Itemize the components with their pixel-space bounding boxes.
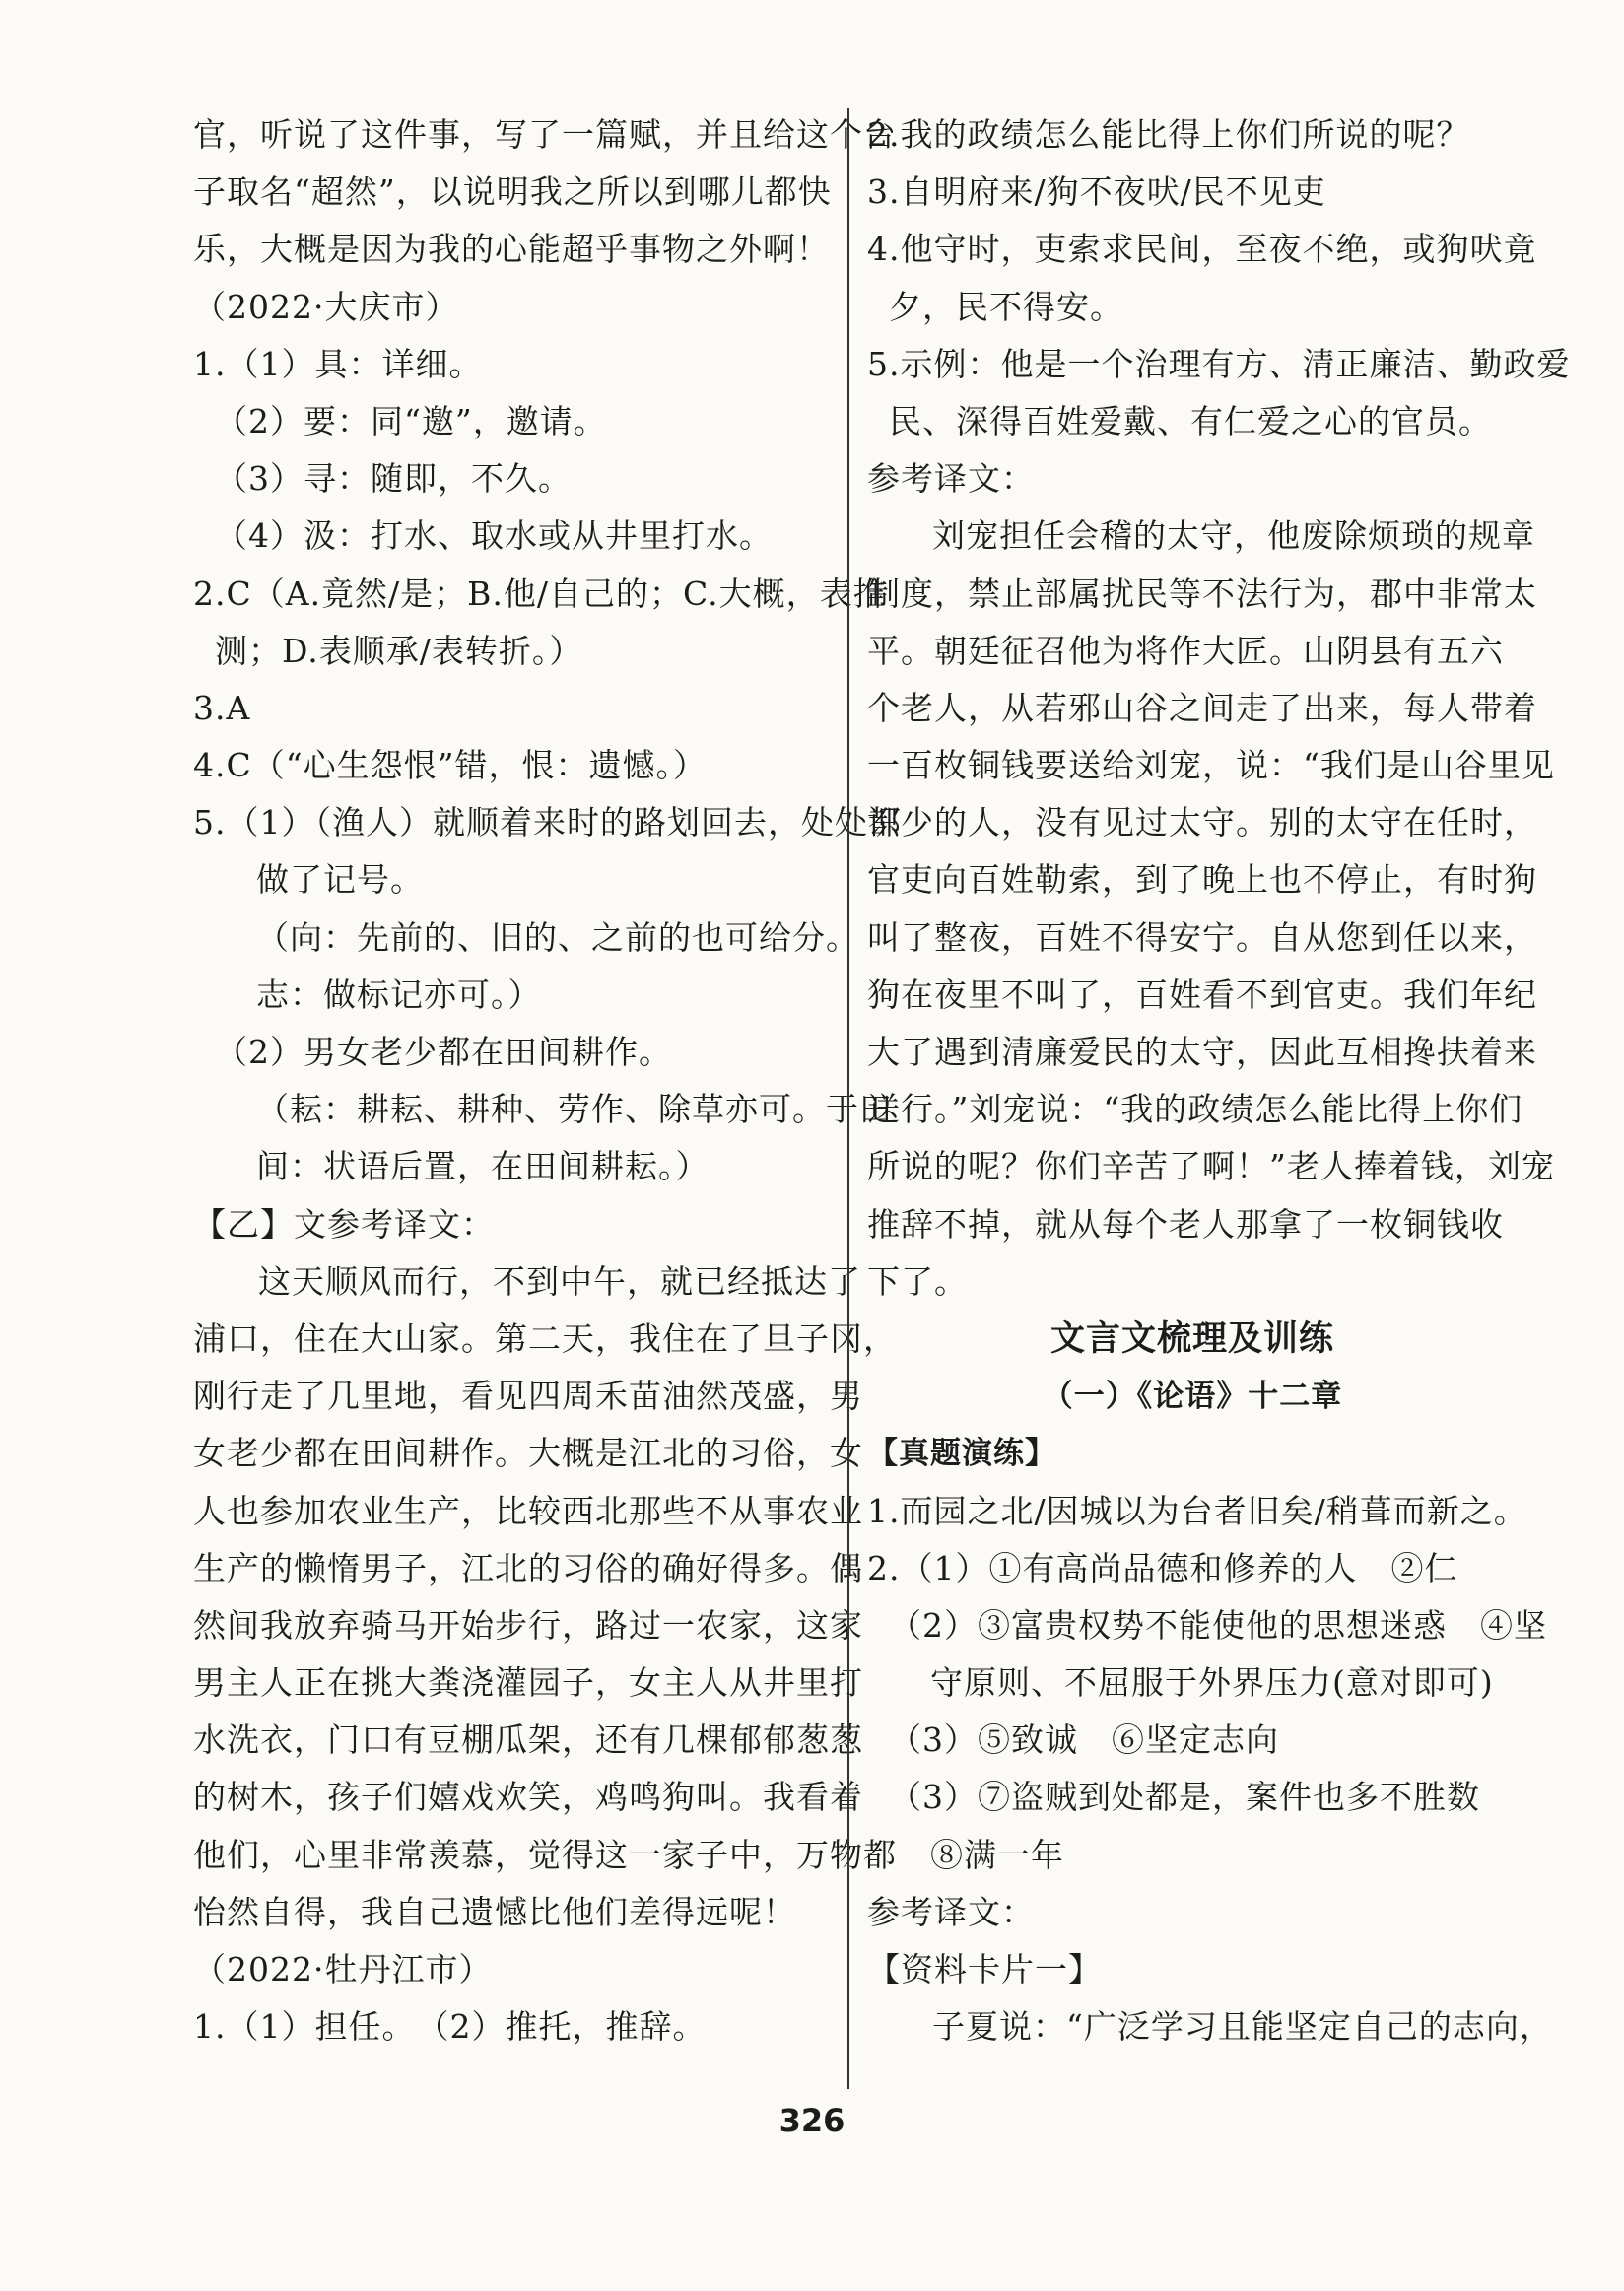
paragraph-line: 送行。”刘宠说：“我的政绩怎么能比得上你们 (867, 1090, 1523, 1129)
answer-line: 3.A (193, 688, 251, 727)
answer-line: （2）③富贵权势不能使他的思想迷惑 ④坚 (889, 1605, 1547, 1645)
paragraph-line: 狗在夜里不叫了，百姓看不到官吏。我们年纪 (867, 975, 1537, 1014)
paragraph-line: 这天顺风而行，不到中午，就已经抵达了 (258, 1261, 861, 1301)
answer-line: 做了记号。 (256, 860, 424, 900)
paragraph-line: 他们，心里非常羡慕，觉得这一家子中，万物都 (193, 1835, 897, 1874)
paragraph-line: 的树木，孩子们嬉戏欢笑，鸡鸣狗叫。我看着 (193, 1778, 863, 1817)
answer-line: 5.（1）（渔人）就顺着来时的路划回去，处处都 (193, 803, 902, 842)
translation-heading: 参考译文： (867, 1892, 1035, 1931)
paragraph-line: 刚行走了几里地，看见四周禾苗油然茂盛，男 (193, 1377, 863, 1416)
paragraph-line: 下了。 (867, 1261, 968, 1301)
column-divider (847, 108, 849, 2089)
paragraph-line: 人也参加农业生产，比较西北那些不从事农业 (193, 1491, 863, 1530)
paragraph-line: 所说的呢？你们辛苦了啊！”老人捧着钱，刘宠 (867, 1147, 1555, 1186)
answer-line: 4.C（“心生怨恨”错，恨：遗憾。） (193, 746, 707, 785)
subsection-heading: （一）《论语》十二章 (1042, 1379, 1343, 1415)
answer-note: （向：先前的、旧的、之前的也可给分。 (256, 917, 859, 957)
answer-line: （3）⑦盗贼到处都是，案件也多不胜数 (889, 1778, 1480, 1817)
answer-line: 守原则、不屈服于外界压力(意对即可) (930, 1663, 1494, 1703)
answer-line: 2.（1）①有高尚品德和修养的人 ②仁 (867, 1548, 1458, 1587)
answer-line: 4.他守时，吏索求民间，至夜不绝，或狗吠竟 (867, 230, 1537, 269)
paragraph-line: 推辞不掉，就从每个老人那拿了一枚铜钱收 (867, 1204, 1504, 1244)
practice-heading: 【真题演练】 (867, 1436, 1056, 1472)
source-label-mudanjiang: （2022·牡丹江市） (193, 1950, 493, 1988)
text-line: 官，听说了这件事，写了一篇赋，并且给这个台 (193, 115, 897, 154)
answer-line: 5.示例：他是一个治理有方、清正廉洁、勤政爱 (867, 344, 1571, 383)
answer-note: 间：状语后置，在田间耕耘。） (256, 1147, 710, 1186)
card-heading: 【资料卡片一】 (867, 1950, 1102, 1988)
paragraph-line: 子夏说：“广泛学习且能坚定自己的志向， (932, 2007, 1553, 2047)
paragraph-line: 怡然自得，我自己遗憾比他们差得远呢！ (193, 1892, 796, 1931)
paragraph-line: 水洗衣，门口有豆棚瓜架，还有几棵郁郁葱葱 (193, 1720, 863, 1760)
translation-heading: 参考译文： (867, 459, 1035, 499)
paragraph-line: 然间我放弃骑马开始步行，路过一农家，这家 (193, 1605, 863, 1645)
section-heading: 文言文梳理及训练 (1049, 1318, 1334, 1359)
answer-line: （2）要：同“邀”，邀请。 (215, 401, 607, 440)
answer-line: 3.自明府来/狗不夜吠/民不见吏 (867, 172, 1326, 212)
answer-line: 1.（1）担任。 （2）推托，推辞。 (193, 2007, 707, 2047)
source-label-daqing: （2022·大庆市） (193, 287, 459, 326)
paragraph-line: 刘宠担任会稽的太守，他废除烦琐的规章 (932, 516, 1535, 556)
paragraph-line: 叫了整夜，百姓不得安宁。自从您到任以来， (867, 917, 1537, 957)
answer-line: 测；D.表顺承/表转折。） (215, 631, 583, 670)
answer-line: ⑧满一年 (930, 1835, 1064, 1874)
paragraph-line: 识少的人，没有见过太守。别的太守在任时， (867, 803, 1537, 842)
answer-line: （3）⑤致诚 ⑥坚定志向 (889, 1720, 1279, 1760)
paragraph-line: 浦口，住在大山家。第二天，我住在了旦子冈， (193, 1318, 897, 1358)
left-column (193, 106, 902, 2055)
answer-line: 1.而园之北/因城以为台者旧矣/稍葺而新之。 (867, 1491, 1527, 1530)
page-number: 326 (778, 2102, 846, 2139)
answer-note: 志：做标记亦可。） (256, 975, 542, 1014)
answer-line: （3）寻：随即，不久。 (215, 459, 572, 499)
paragraph-line: 一百枚铜钱要送给刘宠，说：“我们是山谷里见 (867, 746, 1555, 785)
answer-line: 夕，民不得安。 (889, 287, 1123, 326)
paragraph-line: 生产的懒惰男子，江北的习俗的确好得多。偶 (193, 1548, 863, 1587)
paragraph-line: 官吏向百姓勒索，到了晚上也不停止，有时狗 (867, 860, 1537, 900)
answer-line: 2.我的政绩怎么能比得上你们所说的呢？ (867, 115, 1470, 154)
paragraph-line: 女老少都在田间耕作。大概是江北的习俗，女 (193, 1434, 863, 1473)
paragraph-line: 男主人正在挑大粪浇灌园子，女主人从井里打 (193, 1663, 863, 1703)
paragraph-line: 大了遇到清廉爱民的太守，因此互相搀扶着来 (867, 1033, 1537, 1071)
answer-line: （2）男女老少都在田间耕作。 (215, 1033, 672, 1071)
answer-line: 2.C（A.竟然/是；B.他/自己的；C.大概，表推 (193, 573, 887, 613)
right-column (867, 106, 1571, 2055)
answer-line: 1.（1）具：详细。 (193, 344, 483, 383)
translation-heading: 【乙】文参考译文： (193, 1204, 495, 1244)
text-line: 子取名“超然”，以说明我之所以到哪儿都快 (193, 172, 832, 212)
answer-line: （4）汲：打水、取水或从井里打水。 (215, 516, 773, 556)
answer-note: （耘：耕耘、耕种、劳作、除草亦可。于田 (256, 1090, 893, 1129)
paragraph-line: 平。朝廷征召他为将作大匠。山阴县有五六 (867, 631, 1504, 670)
answer-line: 民、深得百姓爱戴、有仁爱之心的官员。 (889, 401, 1492, 440)
paragraph-line: 个老人，从若邪山谷之间走了出来，每人带着 (867, 688, 1537, 727)
paragraph-line: 制度，禁止部属扰民等不法行为，郡中非常太 (867, 573, 1537, 613)
text-line: 乐，大概是因为我的心能超乎事物之外啊！ (193, 230, 830, 269)
